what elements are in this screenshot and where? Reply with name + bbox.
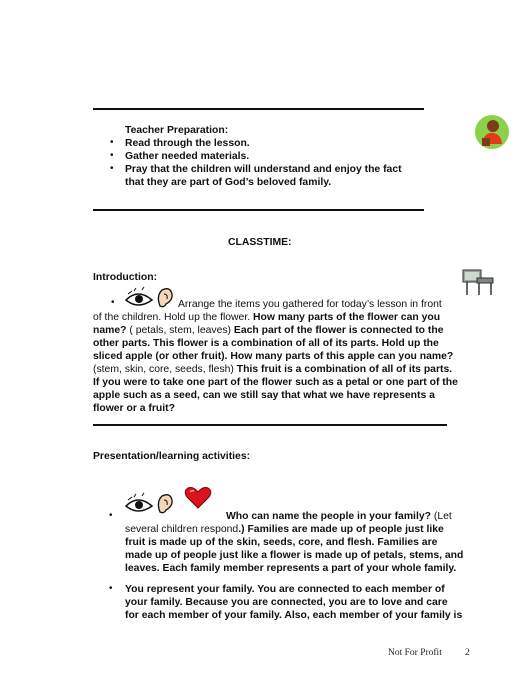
intro-heading: Introduction: xyxy=(93,272,158,283)
mid-rule xyxy=(93,209,424,211)
intro-line: other parts. This flower is a combination of all of its parts. Hold up the xyxy=(93,338,439,349)
desk-clipart-icon xyxy=(461,266,495,296)
prep-item: Read through the lesson. xyxy=(125,138,250,149)
prep-item: Gather needed materials. xyxy=(125,151,250,162)
bullet-icon: • xyxy=(110,163,114,174)
intro-line: Arrange the items you gathered for today’s lesson in front xyxy=(178,299,442,310)
prep-item: Pray that the children will understand and enjoy the fact xyxy=(125,164,402,175)
eye-ear-icon xyxy=(124,492,176,516)
presentation-line: for each member of your family. Also, each member of your family is xyxy=(125,610,463,621)
top-rule xyxy=(93,108,424,110)
bullet-icon: • xyxy=(111,297,115,308)
footer-text: Not For Profit xyxy=(388,648,442,658)
presentation-line: your family. Because you are connected, you are to love and care xyxy=(125,597,448,608)
classtime-heading: CLASSTIME: xyxy=(228,237,292,248)
bottom-rule xyxy=(93,424,447,426)
intro-line: (stem, skin, core, seeds, flesh) This fruit is a combination of all of its parts. xyxy=(93,364,453,375)
intro-line: sliced apple (or other fruit). How many parts of this apple can you name? xyxy=(93,351,454,362)
intro-line: flower or a fruit? xyxy=(93,403,175,414)
presentation-heading: Presentation/learning activities: xyxy=(93,451,251,462)
bullet-icon: • xyxy=(110,137,114,148)
heart-icon xyxy=(184,486,212,510)
intro-line: If you were to take one part of the flower such as a petal or one part of the xyxy=(93,377,458,388)
page-number: 2 xyxy=(465,648,470,658)
presentation-line: Who can name the people in your family? (Let xyxy=(226,511,452,522)
prep-heading: Teacher Preparation: xyxy=(125,125,229,136)
presentation-line: made up of people just like a flower is made up of petals, stems, and xyxy=(125,550,464,561)
intro-line: of the children. Hold up the flower. How many parts of the flower can you xyxy=(93,312,441,323)
eye-ear-icon xyxy=(124,286,176,310)
intro-line: name? ( petals, stem, leaves) Each part of the flower is connected to the xyxy=(93,325,444,336)
presentation-line: leaves. Each family member represents a part of your whole family. xyxy=(125,563,457,574)
intro-line: apple such as a seed, can we still say that what we have represents a xyxy=(93,390,435,401)
child-clipart-icon xyxy=(474,114,510,150)
bullet-icon: • xyxy=(109,510,113,521)
presentation-line: You represent your family. You are connected to each member of xyxy=(125,584,445,595)
presentation-line: several children respond.) Families are made up of people just like xyxy=(125,524,444,535)
bullet-icon: • xyxy=(110,150,114,161)
presentation-line: fruit is made up of the skin, seeds, core, and flesh. Families are xyxy=(125,537,438,548)
prep-item: that they are part of God’s beloved family. xyxy=(125,177,332,188)
bullet-icon: • xyxy=(109,583,113,594)
